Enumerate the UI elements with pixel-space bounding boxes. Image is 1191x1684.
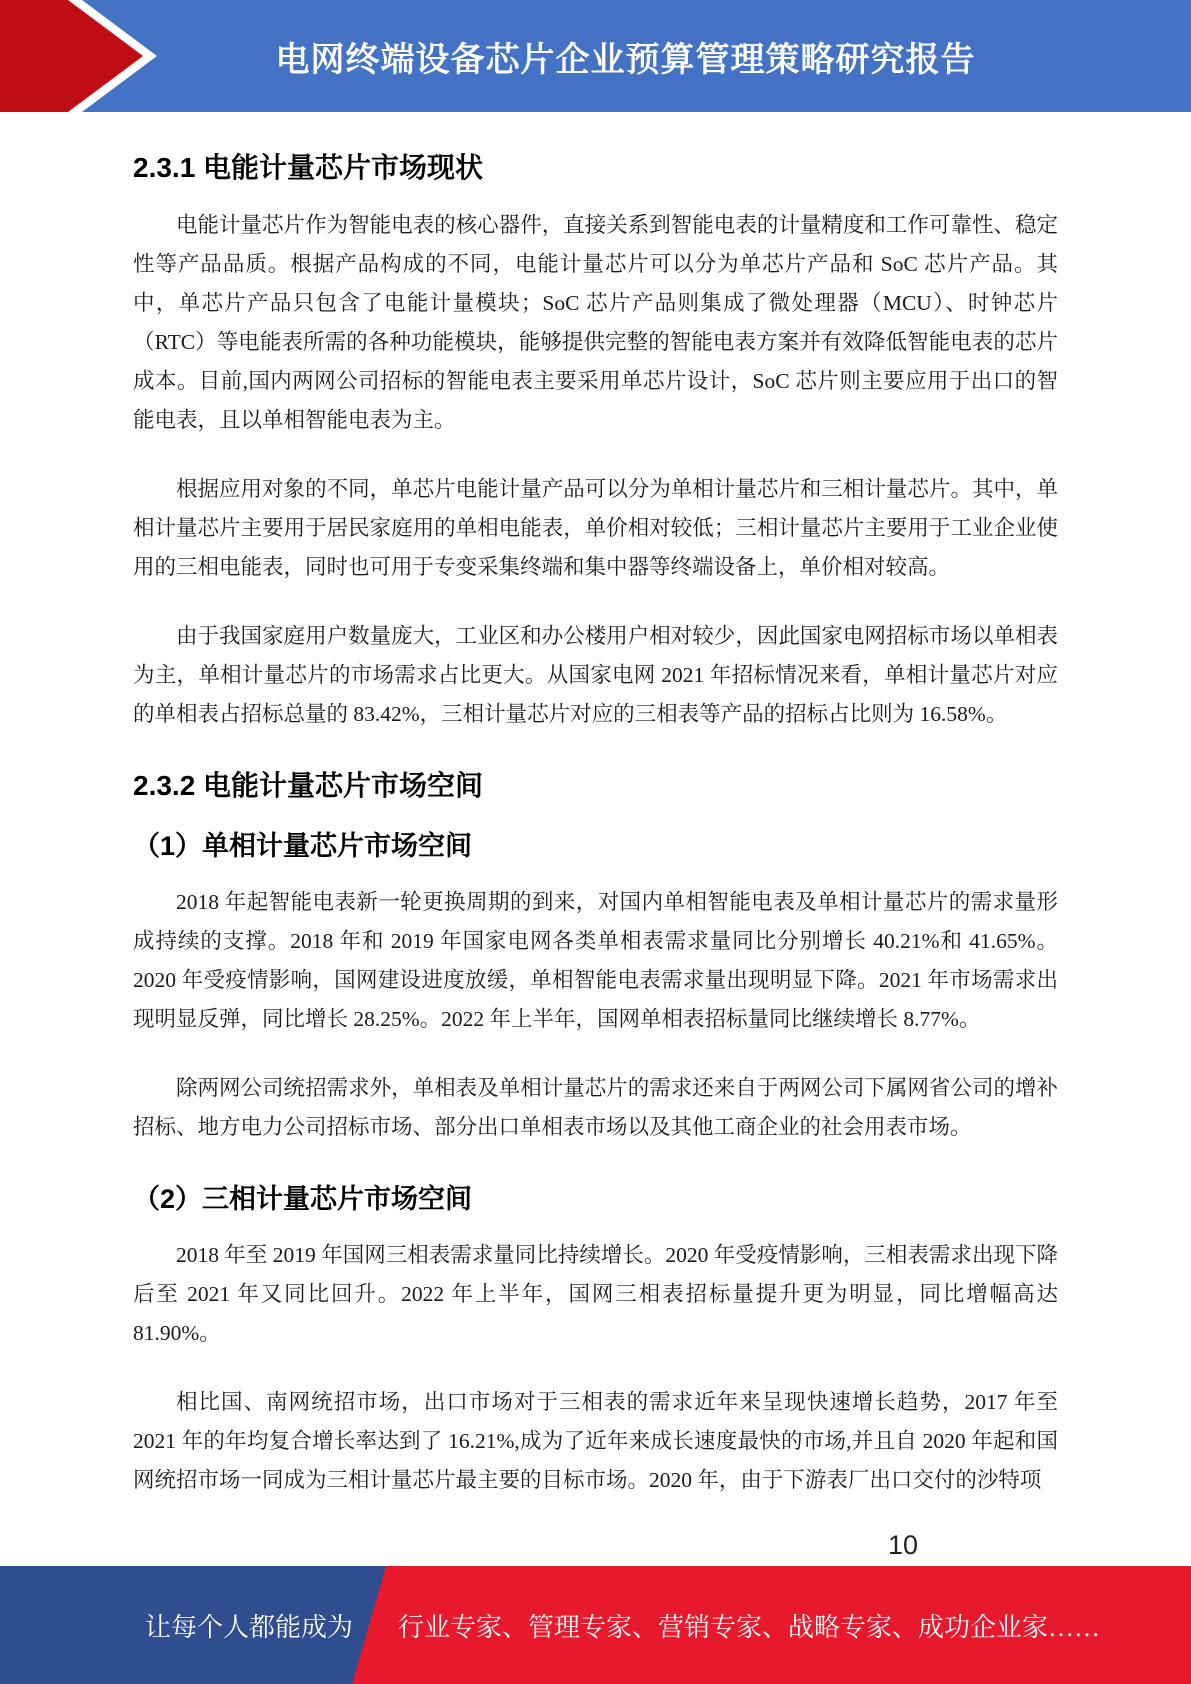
document-body	[0, 112, 1191, 1561]
paragraph: 相比国、南网统招市场，出口市场对于三相表的需求近年来呈现快速增长趋势，2017 年至 2021 年的年均复合增长率达到了 16.21%,成为了近年来成长速度最快的市场,并且自 2020 年起和国网统招市场一同成为三相计量芯片最主要的目标市场。2020 年，由于下游表厂出口交付的沙特项	[133, 1390, 1058, 1492]
paragraph: 由于我国家庭用户数量庞大，工业区和办公楼用户相对较少，因此国家电网招标市场以单相表为主，单相计量芯片的市场需求占比更大。从国家电网 2021 年招标情况来看，单相计量芯片对应的单相表占招标总量的 83.42%，三相计量芯片对应的三相表等产品的招标占比则为 16.58%。	[133, 624, 1058, 726]
report-title: 电网终端设备芯片企业预算管理策略研究报告	[275, 40, 976, 79]
section-heading-232: 2.3.2 电能计量芯片市场空间	[133, 770, 484, 801]
section-heading-231: 2.3.1 电能计量芯片市场现状	[133, 152, 484, 183]
subsection-heading-2: （2）三相计量芯片市场空间	[133, 1184, 473, 1214]
footer-slogan-right: 行业专家、管理专家、营销专家、战略专家、成功企业家……	[398, 1612, 1101, 1642]
subsection-heading-1: （1）单相计量芯片市场空间	[133, 831, 473, 861]
paragraph: 电能计量芯片作为智能电表的核心器件，直接关系到智能电表的计量精度和工作可靠性、稳定性等产品品质。根据产品构成的不同，电能计量芯片可以分为单芯片产品和 SoC 芯片产品。其中，单芯片产品只包含了电能计量模块；SoC 芯片产品则集成了微处理器（MCU）、时钟芯片（RTC）等电能表所需的各种功能模块，能够提供完整的智能电表方案并有效降低智能电表的芯片成本。目前,国内两网公司招标的智能电表主要采用单芯片设计，SoC 芯片则主要应用于出口的智能电表，且以单相智能电表为主。	[133, 213, 1058, 432]
paragraph: 除两网公司统招需求外，单相表及单相计量芯片的需求还来自于两网公司下属网省公司的增补招标、地方电力公司招标市场、部分出口单相表市场以及其他工商企业的社会用表市场。	[133, 1076, 1058, 1139]
paragraph: 根据应用对象的不同，单芯片电能计量产品可以分为单相计量芯片和三相计量芯片。其中，单相计量芯片主要用于居民家庭用的单相电能表，单价相对较低；三相计量芯片主要用于工业企业使用的三相电能表，同时也可用于专变采集终端和集中器等终端设备上，单价相对较高。	[133, 477, 1058, 579]
paragraph: 2018 年至 2019 年国网三相表需求量同比持续增长。2020 年受疫情影响，三相表需求出现下降后至 2021 年又同比回升。2022 年上半年，国网三相表招标量提升更为明显，同比增幅高达 81.90%。	[133, 1243, 1058, 1345]
page-number: 10	[887, 1530, 918, 1560]
page-footer	[0, 1566, 1191, 1684]
paragraph: 2018 年起智能电表新一轮更换周期的到来，对国内单相智能电表及单相计量芯片的需求量形成持续的支撑。2018 年和 2019 年国家电网各类单相表需求量同比分别增长 40.21%和 41.65%。2020 年受疫情影响，国网建设进度放缓，单相智能电表需求量出现明显下降。2021 年市场需求出现明显反弹，同比增长 28.25%。2022 年上半年，国网单相表招标量同比继续增长 8.77%。	[133, 890, 1058, 1031]
chevron-arrow-icon	[0, 0, 170, 112]
report-header	[0, 0, 1191, 112]
footer-slogan-left: 让每个人都能成为	[145, 1612, 354, 1642]
